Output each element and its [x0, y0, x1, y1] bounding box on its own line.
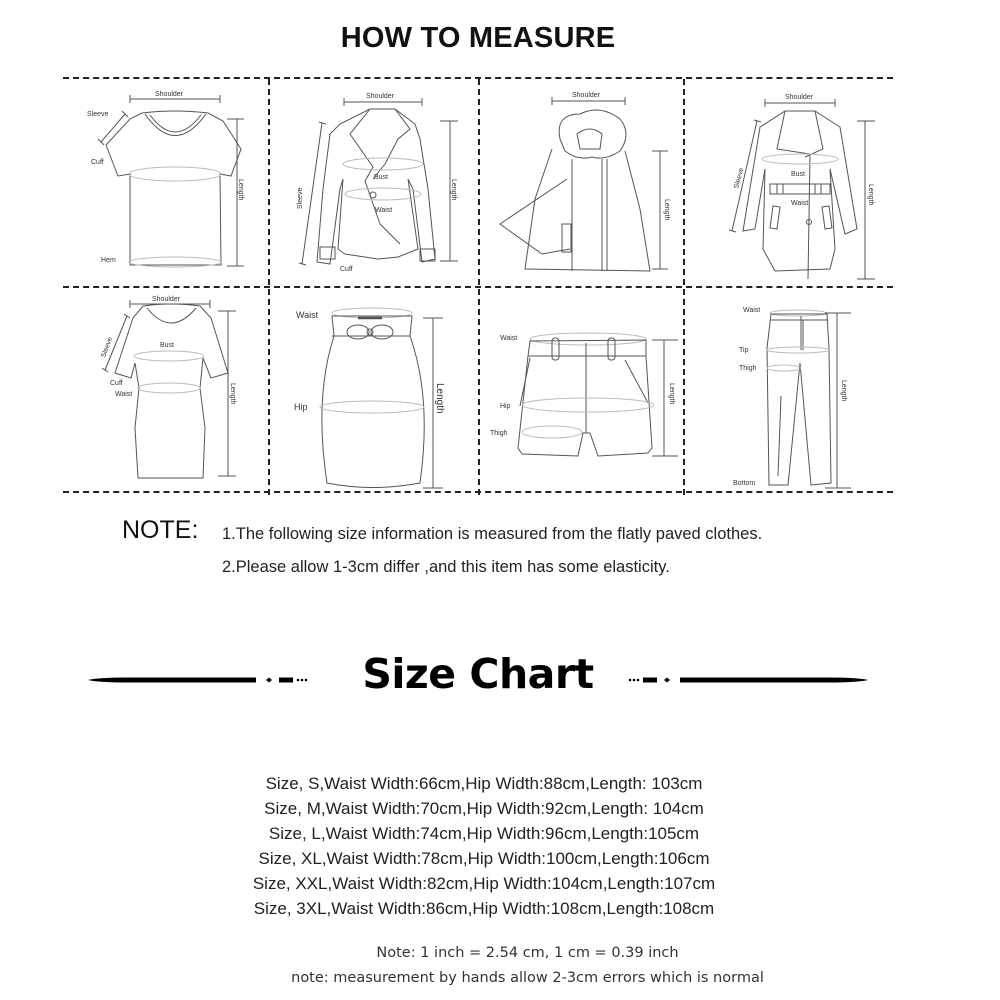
unit-conversion-note: Note: 1 inch = 2.54 cm, 1 cm = 0.39 inch [376, 945, 679, 961]
cuff-label: Cuff [340, 266, 353, 273]
size-row-l: Size, L,Waist Width:74cm,Hip Width:96cm,Length:105cm [268, 824, 700, 843]
waist-label: Waist [791, 200, 809, 207]
cuff-label: Cuff [110, 380, 123, 387]
length-label: Length [663, 199, 670, 221]
sleeve-label: Sleeve [733, 167, 746, 190]
waist-label: Waist [743, 307, 761, 314]
footnotes [0, 941, 1000, 991]
size-chart-header [88, 650, 868, 710]
right-ornament-icon [628, 676, 868, 684]
tshirt-diagram [63, 79, 270, 286]
shoulder-label: Shoulder [366, 93, 395, 100]
size-row-xxl: Size, XXL,Waist Width:82cm,Hip Width:104cm,Length:107cm [252, 874, 716, 893]
shoulder-label: Shoulder [152, 296, 181, 303]
hip-label: Hip [294, 402, 308, 412]
bust-label: Bust [160, 342, 175, 349]
dress-icon [63, 288, 270, 495]
size-row-3xl: Size, 3XL,Waist Width:86cm,Hip Width:108cm,Length:108cm [253, 899, 715, 918]
shoulder-label: Shoulder [572, 92, 601, 99]
cape-diagram [480, 79, 687, 286]
thigh-label: Thigh [490, 430, 508, 437]
size-chart-title: Size Chart [362, 650, 594, 698]
size-list [0, 771, 968, 921]
waist-label: Waist [500, 335, 518, 342]
bust-label: Bust [374, 174, 389, 181]
length-label: Length [434, 383, 445, 414]
hip-label: Hip [500, 403, 511, 410]
skirt-diagram [270, 288, 477, 495]
shoulder-label: Shoulder [155, 91, 184, 98]
sleeve-label: Sleeve [297, 187, 304, 209]
cuff-label: Cuff [91, 159, 104, 166]
dress-diagram [63, 288, 270, 495]
waist-label: Waist [115, 391, 133, 398]
size-row-m: Size, M,Waist Width:70cm,Hip Width:92cm,Length: 104cm [264, 799, 704, 818]
waist-label: Waist [375, 207, 393, 214]
page-title: HOW TO MEASURE [340, 22, 616, 54]
shoulder-label: Shoulder [785, 94, 814, 101]
sleeve-label: Sleeve [100, 336, 115, 359]
measurement-diagram-grid [63, 77, 893, 493]
trousers-icon [685, 288, 892, 495]
length-label: Length [668, 383, 675, 405]
size-row-s: Size, S,Waist Width:66cm,Hip Width:88cm,Length: 103cm [265, 774, 703, 793]
bust-label: Bust [791, 171, 806, 178]
note-line-1: 1.The following size information is measured from the flatly paved clothes. [222, 525, 763, 543]
length-label: Length [867, 184, 874, 206]
thigh-label: Thigh [739, 365, 757, 372]
length-label: Length [450, 179, 457, 201]
length-label: Length [229, 383, 236, 405]
note-label: NOTE: [122, 516, 199, 544]
trench-coat-diagram [685, 79, 892, 286]
length-label: Length [237, 179, 244, 201]
trousers-diagram [685, 288, 892, 495]
tshirt-icon [63, 79, 270, 286]
shorts-diagram [480, 288, 687, 495]
trench-coat-icon [685, 79, 892, 286]
sleeve-label: Sleeve [87, 111, 109, 118]
hem-label: Hem [101, 257, 116, 264]
tolerance-note: note: measurement by hands allow 2-3cm errors which is normal [291, 970, 764, 986]
size-row-xl: Size, XL,Waist Width:78cm,Hip Width:100cm,Length:106cm [258, 849, 710, 868]
waist-label: Waist [296, 310, 319, 320]
blazer-diagram [270, 79, 477, 286]
length-label: Length [840, 380, 847, 402]
shorts-icon [480, 288, 687, 495]
note-line-2: 2.Please allow 1-3cm differ ,and this item has some elasticity. [222, 558, 670, 576]
blazer-icon [270, 79, 477, 286]
skirt-icon [270, 288, 477, 495]
tip-label: Tip [739, 347, 749, 354]
cape-coat-icon [480, 79, 687, 286]
bottom-label: Bottom [733, 480, 756, 487]
